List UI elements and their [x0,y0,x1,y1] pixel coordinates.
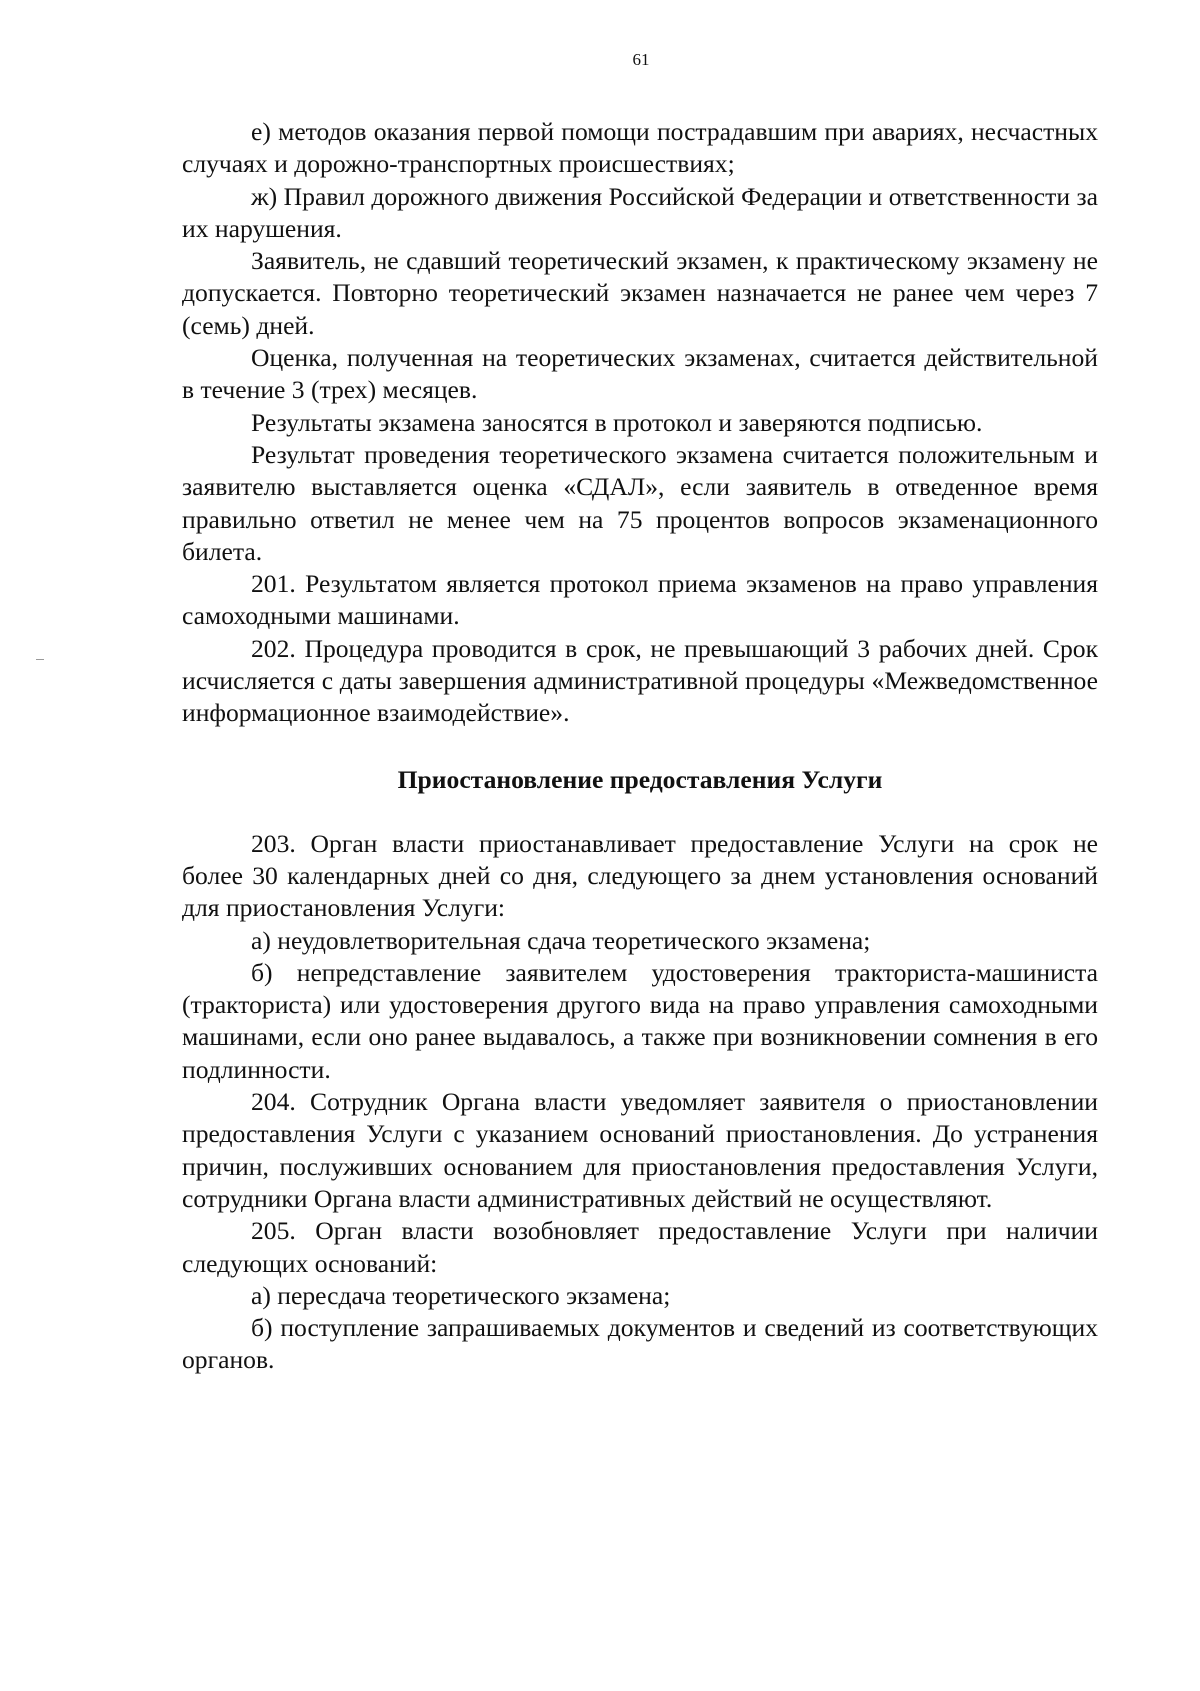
document-body [182,116,1098,1377]
paragraph-205: 205. Орган власти возобновляет предоставление Услуги при наличии следующих оснований: [182,1216,1098,1278]
paragraph-202: 202. Процедура проводится в срок, не превышающий 3 рабочих дней. Срок исчисляется с даты завершения административной процедуры «Межведомственное информационное взаимодействие». [182,633,1098,728]
section-heading: Приостановление предоставления Услуги [397,764,883,794]
paragraph-205-item-a: а) пересдача теоретического экзамена; [251,1280,671,1310]
paragraph-201: 201. Результатом является протокол приема экзаменов на право управления самоходными машинами. [182,569,1098,631]
paragraph-203-item-a: а) неудовлетворительная сдача теоретического экзамена; [251,925,871,955]
paragraph-grade-validity: Оценка, полученная на теоретических экзаменах, считается действительной в течение 3 (трех) месяцев. [182,343,1098,405]
paragraph-item-zh: ж) Правил дорожного движения Российской Федерации и ответственности за их нарушения. [182,181,1098,243]
scan-margin-mark [36,659,44,660]
paragraph-203-item-b: б) непредставление заявителем удостоверения тракториста-машиниста (тракториста) или удостоверения другого вида на право управления самоходными машинами, если оно ранее выдавалось, а также при возникновении сомнения в его подлинности. [182,957,1098,1084]
paragraph-results-record: Результаты экзамена заносятся в протокол и заверяются подписью. [251,407,983,437]
paragraph-203: 203. Орган власти приостанавливает предоставление Услуги на срок не более 30 календарных дней со дня, следующего за днем установления оснований для приостановления Услуги: [182,828,1098,923]
paragraph-pass-criteria: Результат проведения теоретического экзамена считается положительным и заявителю выставляется оценка «СДАЛ», если заявитель в отведенное время правильно ответил не менее чем на 75 процентов вопросов экзаменационного билета. [182,439,1098,566]
paragraph-item-e: е) методов оказания первой помощи пострадавшим при авариях, несчастных случаях и дорожно-транспортных происшествиях; [182,117,1098,179]
page-number: 61 [632,50,650,69]
paragraph-205-item-b: б) поступление запрашиваемых документов и сведений из соответствующих органов. [182,1313,1098,1375]
paragraph-admission-rule: Заявитель, не сдавший теоретический экзамен, к практическому экзамену не допускается. Повторно теоретический экзамен назначается не ранее чем через 7 (семь) дней. [182,246,1098,340]
paragraph-204: 204. Сотрудник Органа власти уведомляет заявителя о приостановлении предоставления Услуги с указанием оснований приостановления. До устранения причин, послуживших основанием для приостановления предоставления Услуги, сотрудники Органа власти административных действий не осуществляют. [182,1087,1098,1213]
